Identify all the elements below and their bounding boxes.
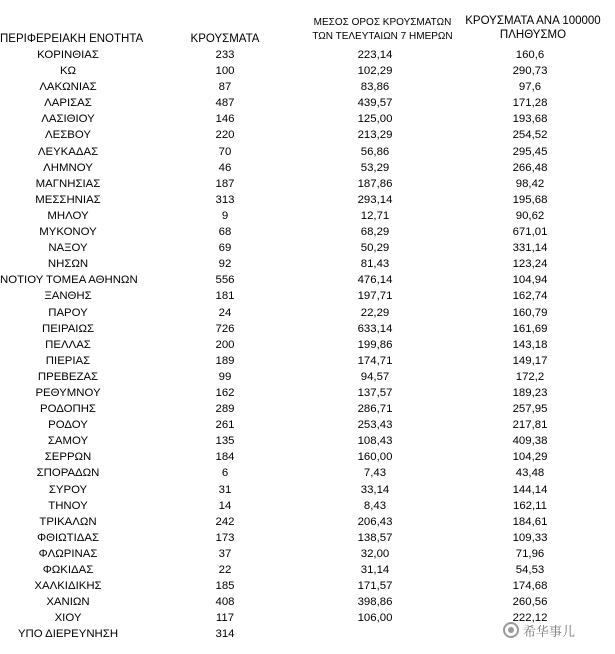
watermark-text: 希华事儿 bbox=[523, 623, 576, 639]
cell-per100k: 171,28 bbox=[512, 97, 548, 110]
table-row bbox=[0, 208, 615, 224]
cell-region: ΤΡΙΚΑΛΩΝ bbox=[39, 515, 97, 528]
cell-avg7: 138,57 bbox=[357, 531, 393, 544]
cell-cases: 92 bbox=[218, 258, 232, 271]
cell-per100k: 143,18 bbox=[512, 338, 548, 351]
cell-cases: 242 bbox=[215, 515, 235, 528]
cell-avg7: 12,71 bbox=[360, 209, 390, 222]
cell-avg7: 68,29 bbox=[360, 226, 390, 239]
cell-avg7: 213,29 bbox=[357, 129, 393, 142]
cell-region: ΛΑΣΙΘΙΟΥ bbox=[41, 113, 95, 126]
cell-cases: 117 bbox=[215, 612, 235, 625]
cell-region: ΧΑΛΚΙΔΙΚΗΣ bbox=[34, 580, 102, 593]
cell-cases: 181 bbox=[215, 290, 235, 303]
cell-avg7: 197,71 bbox=[357, 290, 393, 303]
cell-cases: 314 bbox=[215, 628, 235, 641]
cell-per100k: 162,11 bbox=[513, 499, 547, 512]
cell-region: ΠΑΡΟΥ bbox=[48, 306, 88, 319]
cell-per100k: 161,69 bbox=[512, 322, 548, 335]
cell-region: ΠΕΛΛΑΣ bbox=[45, 338, 91, 351]
table-row bbox=[0, 63, 615, 79]
cell-cases: 146 bbox=[215, 113, 235, 126]
cell-region: ΚΟΡΙΝΘΙΑΣ bbox=[37, 49, 99, 61]
cell-per100k: 43,48 bbox=[515, 467, 545, 480]
table-row bbox=[0, 594, 615, 610]
cell-cases: 726 bbox=[215, 322, 235, 335]
cell-cases: 31 bbox=[218, 483, 232, 496]
cell-per100k: 162,74 bbox=[512, 290, 548, 303]
table-row bbox=[0, 144, 615, 160]
table-row bbox=[0, 272, 615, 288]
cell-cases: 220 bbox=[215, 129, 235, 142]
cell-cases: 313 bbox=[215, 193, 235, 206]
header-cases: ΚΡΟΥΣΜΑΤΑ bbox=[190, 33, 260, 45]
cell-cases: 556 bbox=[215, 274, 235, 287]
cell-region: ΣΠΟΡΑΔΩΝ bbox=[36, 467, 100, 480]
cell-region: ΣΑΜΟΥ bbox=[47, 435, 89, 448]
table-row bbox=[0, 498, 615, 514]
cell-per100k: 109,33 bbox=[512, 531, 548, 544]
wechat-icon bbox=[503, 622, 519, 638]
cell-avg7: 187,86 bbox=[357, 177, 393, 190]
cell-per100k: 97,6 bbox=[518, 81, 542, 94]
cell-per100k: 189,23 bbox=[512, 386, 548, 399]
cell-cases: 162 bbox=[215, 386, 235, 399]
cell-region: ΜΥΚΟΝΟΥ bbox=[39, 226, 97, 239]
cell-region: ΜΕΣΣΗΝΙΑΣ bbox=[35, 193, 101, 206]
table-row bbox=[0, 127, 615, 143]
cell-cases: 233 bbox=[215, 49, 235, 61]
cell-avg7: 50,29 bbox=[360, 242, 390, 255]
table-row bbox=[0, 176, 615, 192]
table-row bbox=[0, 95, 615, 111]
cell-cases: 99 bbox=[218, 370, 232, 383]
cell-avg7: 633,14 bbox=[357, 322, 393, 335]
cell-avg7: 476,14 bbox=[357, 274, 393, 287]
watermark bbox=[503, 618, 615, 642]
cell-cases: 173 bbox=[215, 531, 235, 544]
cell-avg7: 33,14 bbox=[360, 483, 390, 496]
cell-region: ΧΑΝΙΩΝ bbox=[46, 596, 90, 609]
table-row bbox=[0, 321, 615, 337]
header-per100k bbox=[453, 14, 613, 42]
cell-avg7: 32,00 bbox=[360, 547, 390, 560]
cell-per100k: 254,52 bbox=[512, 129, 548, 142]
cell-avg7: 31,14 bbox=[360, 564, 390, 576]
table-row bbox=[0, 433, 615, 449]
cell-avg7: 125,00 bbox=[357, 113, 393, 126]
cell-cases: 185 bbox=[215, 580, 235, 593]
cell-per100k: 331,14 bbox=[512, 242, 548, 255]
cell-cases: 184 bbox=[215, 451, 235, 464]
cell-per100k: 290,73 bbox=[512, 65, 548, 78]
table-row bbox=[0, 562, 615, 578]
cell-per100k: 295,45 bbox=[512, 145, 548, 158]
cell-region: ΛΕΥΚΑΔΑΣ bbox=[37, 145, 99, 158]
cell-per100k: 71,96 bbox=[515, 547, 545, 560]
table-row bbox=[0, 337, 615, 353]
cell-cases: 87 bbox=[218, 81, 232, 94]
cell-cases: 68 bbox=[218, 226, 232, 239]
cell-avg7: 171,57 bbox=[357, 580, 393, 593]
table-row bbox=[0, 546, 615, 562]
cell-avg7: 81,43 bbox=[360, 258, 390, 271]
table-row bbox=[0, 305, 615, 321]
cell-avg7: 106,00 bbox=[357, 612, 393, 625]
cell-per100k: 104,29 bbox=[512, 451, 548, 464]
cell-region: ΦΛΩΡΙΝΑΣ bbox=[38, 547, 98, 560]
cell-region: ΠΡΕΒΕΖΑΣ bbox=[37, 370, 99, 383]
cell-avg7: 137,57 bbox=[357, 386, 393, 399]
cell-region: ΛΑΚΩΝΙΑΣ bbox=[39, 81, 97, 94]
cell-per100k: 409,38 bbox=[512, 435, 548, 448]
cell-avg7: 286,71 bbox=[357, 403, 393, 416]
cell-region: ΡΕΘΥΜΝΟΥ bbox=[35, 386, 101, 399]
cell-cases: 69 bbox=[218, 242, 232, 255]
cell-cases: 135 bbox=[215, 435, 235, 448]
header-per100k-line1: ΚΡΟΥΣΜΑΤΑ ΑΝΑ 100000 bbox=[465, 15, 601, 27]
cell-cases: 487 bbox=[215, 97, 235, 110]
cell-per100k: 160,79 bbox=[512, 306, 548, 319]
cell-region: ΜΗΛΟΥ bbox=[47, 209, 89, 222]
cell-region: ΡΟΔΟΠΗΣ bbox=[40, 403, 96, 416]
cell-per100k: 172,2 bbox=[515, 370, 545, 383]
cell-per100k: 98,42 bbox=[515, 177, 545, 190]
cell-region: ΦΩΚΙΔΑΣ bbox=[42, 564, 94, 576]
cell-avg7: 94,57 bbox=[360, 370, 390, 383]
cell-avg7: 206,43 bbox=[357, 515, 393, 528]
cell-per100k: 266,48 bbox=[512, 161, 548, 174]
cell-cases: 187 bbox=[215, 177, 235, 190]
cell-per100k: 149,17 bbox=[512, 354, 548, 367]
table-row bbox=[0, 47, 615, 63]
cell-avg7: 108,43 bbox=[357, 435, 393, 448]
cell-avg7: 223,14 bbox=[357, 49, 393, 61]
cell-avg7: 160,00 bbox=[357, 451, 393, 464]
cell-per100k: 193,68 bbox=[512, 113, 548, 126]
table-row bbox=[0, 514, 615, 530]
cell-avg7: 53,29 bbox=[360, 161, 390, 174]
table-row bbox=[0, 224, 615, 240]
table-row bbox=[0, 111, 615, 127]
cell-region: ΛΗΜΝΟΥ bbox=[43, 161, 93, 174]
cell-region: ΛΑΡΙΣΑΣ bbox=[44, 97, 92, 110]
cell-per100k: 123,24 bbox=[512, 258, 548, 271]
cell-avg7: 8,43 bbox=[363, 499, 387, 512]
table-row bbox=[0, 385, 615, 401]
cell-region: ΝΗΣΩΝ bbox=[47, 258, 89, 271]
cell-per100k: 217,81 bbox=[512, 419, 548, 432]
cell-region: ΝΑΞΟΥ bbox=[48, 242, 88, 255]
table-row bbox=[0, 256, 615, 272]
cell-region: ΧΙΟΥ bbox=[54, 612, 82, 625]
table-row bbox=[0, 160, 615, 176]
cell-cases: 22 bbox=[218, 564, 232, 576]
table-row bbox=[0, 578, 615, 594]
cell-region: ΣΕΡΡΩΝ bbox=[44, 451, 92, 464]
cell-region: ΛΕΣΒΟΥ bbox=[45, 129, 91, 142]
table-row bbox=[0, 240, 615, 256]
header-avg7 bbox=[300, 16, 465, 44]
cell-region: ΠΕΙΡΑΙΩΣ bbox=[41, 322, 95, 335]
cell-cases: 9 bbox=[221, 209, 229, 222]
cell-avg7: 398,86 bbox=[357, 596, 393, 609]
cell-cases: 24 bbox=[218, 306, 232, 319]
table-row bbox=[0, 353, 615, 369]
cell-cases: 289 bbox=[215, 403, 235, 416]
data-table bbox=[0, 47, 615, 642]
cell-per100k: 260,56 bbox=[512, 596, 548, 609]
cell-region: ΤΗΝΟΥ bbox=[48, 499, 88, 512]
table-row bbox=[0, 79, 615, 95]
cell-avg7: 174,71 bbox=[357, 354, 393, 367]
cell-cases: 189 bbox=[215, 354, 235, 367]
cell-avg7: 83,86 bbox=[360, 81, 390, 94]
cell-cases: 37 bbox=[218, 547, 232, 560]
table-row bbox=[0, 449, 615, 465]
cell-cases: 100 bbox=[215, 65, 235, 78]
cell-cases: 200 bbox=[215, 338, 235, 351]
table-row bbox=[0, 530, 615, 546]
cell-per100k: 671,01 bbox=[512, 226, 548, 239]
cell-region: ΝΟΤΙΟΥ ΤΟΜΕΑ ΑΘΗΝΩΝ bbox=[0, 274, 138, 287]
cell-cases: 70 bbox=[218, 145, 232, 158]
cell-avg7: 7,43 bbox=[363, 467, 387, 480]
cell-per100k: 104,94 bbox=[512, 274, 548, 287]
header-avg7-line1: ΜΕΣΟΣ ΟΡΟΣ ΚΡΟΥΣΜΑΤΩΝ bbox=[313, 17, 452, 28]
cell-per100k: 54,53 bbox=[515, 564, 545, 576]
header-region: ΠΕΡΙΦΕΡΕΙΑΚΗ ΕΝΟΤΗΤΑ bbox=[0, 33, 144, 45]
cell-cases: 408 bbox=[215, 596, 235, 609]
cell-per100k: 222,12 bbox=[512, 612, 548, 625]
cell-per100k: 144,14 bbox=[512, 483, 548, 496]
cell-cases: 46 bbox=[218, 161, 232, 174]
cell-region: ΠΙΕΡΙΑΣ bbox=[45, 354, 91, 367]
cell-avg7: 56,86 bbox=[360, 145, 390, 158]
cell-avg7: 439,57 bbox=[357, 97, 393, 110]
cell-per100k: 257,95 bbox=[512, 403, 548, 416]
table-row bbox=[0, 465, 615, 481]
cell-per100k: 160,6 bbox=[515, 49, 545, 61]
cell-avg7: 253,43 bbox=[357, 419, 393, 432]
header-avg7-line2: ΤΩΝ ΤΕΛΕΥΤΑΙΩΝ 7 ΗΜΕΡΩΝ bbox=[312, 31, 453, 42]
cell-avg7: 199,86 bbox=[357, 338, 393, 351]
cell-region: ΣΥΡΟΥ bbox=[48, 483, 88, 496]
cell-cases: 6 bbox=[221, 467, 229, 480]
table-row bbox=[0, 192, 615, 208]
header-per100k-line2: ΠΛΗΘΥΣΜΟ bbox=[499, 29, 567, 41]
table-row bbox=[0, 417, 615, 433]
cell-region: ΚΩ bbox=[59, 65, 77, 78]
cell-avg7: 293,14 bbox=[357, 193, 393, 206]
cell-per100k: 90,62 bbox=[515, 209, 545, 222]
cell-cases: 14 bbox=[218, 499, 232, 512]
table-row bbox=[0, 482, 615, 498]
cell-region: ΡΟΔΟΥ bbox=[48, 419, 88, 432]
table-row bbox=[0, 401, 615, 417]
cell-per100k: 174,68 bbox=[512, 580, 548, 593]
cell-region: ΥΠΟ ΔΙΕΡΕΥΝΗΣΗ bbox=[17, 628, 119, 641]
cell-avg7: 22,29 bbox=[360, 306, 390, 319]
cell-avg7: 102,29 bbox=[357, 65, 393, 78]
cell-cases: 261 bbox=[215, 419, 235, 432]
cell-per100k: 195,68 bbox=[512, 193, 548, 206]
cell-region: ΞΑΝΘΗΣ bbox=[44, 290, 92, 303]
cell-region: ΦΘΙΩΤΙΔΑΣ bbox=[37, 531, 99, 544]
table-row bbox=[0, 369, 615, 385]
table-row bbox=[0, 288, 615, 304]
cell-per100k: 184,61 bbox=[512, 515, 548, 528]
cell-region: ΜΑΓΝΗΣΙΑΣ bbox=[35, 177, 101, 190]
